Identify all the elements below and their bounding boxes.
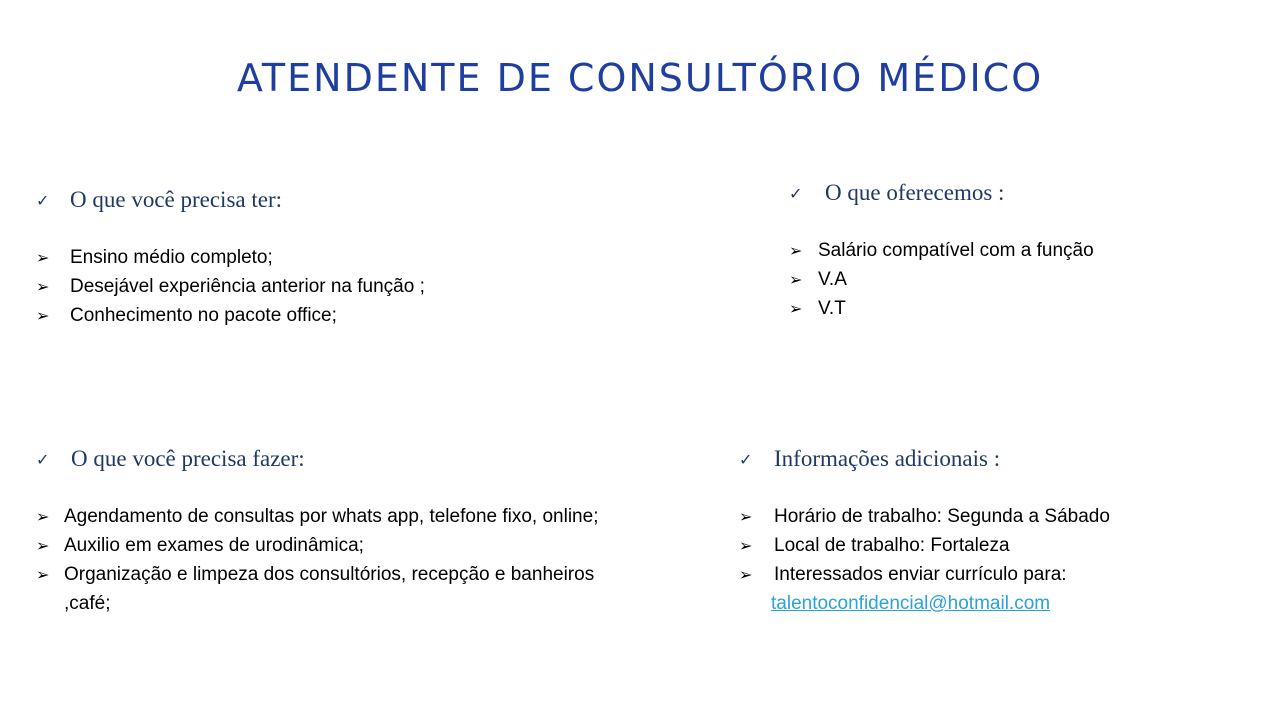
offers-section — [789, 178, 1249, 323]
tasks-heading — [36, 444, 636, 474]
list-item-text: Agendamento de consultas por whats app, telefone fixo, online; — [64, 506, 599, 527]
arrow-bullet-icon: ➢ — [739, 565, 753, 584]
arrow-bullet-icon: ➢ — [789, 270, 803, 289]
arrow-bullet-icon: ➢ — [739, 507, 753, 526]
email-link[interactable]: talentoconfidencial@hotmail.com — [771, 593, 1051, 614]
arrow-bullet-icon: ➢ — [789, 241, 803, 260]
additional-list — [739, 502, 1259, 618]
list-item — [739, 502, 1259, 531]
arrow-bullet-icon: ➢ — [36, 507, 50, 526]
list-item — [36, 502, 626, 531]
tasks-section — [36, 444, 636, 618]
checkmark-icon: ✓ — [36, 190, 50, 210]
list-item — [789, 294, 1249, 323]
list-item — [789, 265, 1249, 294]
list-item-text: Auxilio em exames de urodinâmica; — [64, 535, 364, 556]
list-item — [36, 531, 626, 560]
offers-heading-text: O que oferecemos : — [825, 180, 1005, 205]
checkmark-icon: ✓ — [789, 183, 803, 203]
arrow-bullet-icon: ➢ — [789, 299, 803, 318]
list-item — [36, 272, 656, 301]
requirements-section — [36, 185, 656, 330]
arrow-bullet-icon: ➢ — [739, 536, 753, 555]
list-item-text: Desejável experiência anterior na função ; — [70, 276, 425, 297]
list-item-text: Conhecimento no pacote office; — [70, 305, 337, 326]
arrow-bullet-icon: ➢ — [36, 306, 50, 325]
list-item — [36, 243, 656, 272]
checkmark-icon: ✓ — [739, 449, 753, 469]
email-line — [739, 589, 1259, 618]
list-item-text: Interessados enviar currículo para: — [774, 564, 1067, 585]
additional-heading — [739, 444, 1259, 474]
requirements-heading-text: O que você precisa ter: — [70, 187, 283, 212]
arrow-bullet-icon: ➢ — [36, 565, 50, 584]
list-item — [36, 301, 656, 330]
arrow-bullet-icon: ➢ — [36, 277, 50, 296]
list-item — [739, 560, 1259, 589]
list-item-text: Local de trabalho: Fortaleza — [774, 535, 1010, 556]
arrow-bullet-icon: ➢ — [36, 536, 50, 555]
tasks-heading-text: O que você precisa fazer: — [71, 446, 305, 471]
tasks-list — [36, 502, 626, 618]
checkmark-icon: ✓ — [36, 449, 50, 469]
page-title: ATENDENTE DE CONSULTÓRIO MÉDICO — [236, 56, 1044, 100]
arrow-bullet-icon: ➢ — [36, 248, 50, 267]
list-item-text: V.T — [818, 298, 846, 319]
requirements-list — [36, 243, 656, 330]
list-item-text: V.A — [818, 269, 847, 290]
list-item — [739, 531, 1259, 560]
offers-list — [789, 236, 1249, 323]
list-item — [789, 236, 1249, 265]
requirements-heading — [36, 185, 656, 215]
list-item-text: Organização e limpeza dos consultórios, recepção e banheiros ,café; — [64, 564, 595, 614]
list-item — [36, 560, 626, 618]
additional-section — [739, 444, 1259, 618]
offers-heading — [789, 178, 1249, 208]
list-item-text: Horário de trabalho: Segunda a Sábado — [774, 506, 1110, 527]
list-item-text: Ensino médio completo; — [70, 247, 273, 268]
list-item-text: Salário compatível com a função — [818, 240, 1094, 261]
additional-heading-text: Informações adicionais : — [774, 446, 1001, 471]
